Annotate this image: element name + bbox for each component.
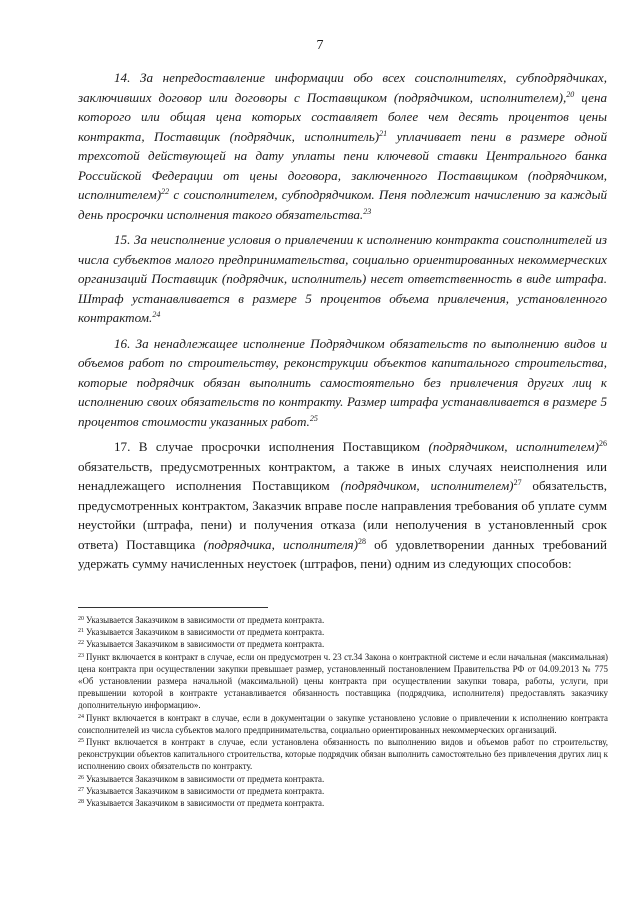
footnote-22	[78, 638, 608, 650]
footnote-text: Указывается Заказчиком в зависимости от предмета контракта.	[86, 627, 325, 638]
paragraph-text: уплачивает пени в размере одной трехсотой действующей на дату уплаты пени ключевой ставки Центрального банка Российской Федерации от цены договора, заключенного Поставщиком (подрядчиком, исполнителем)	[78, 128, 607, 202]
footnote-ref-25[interactable]: 25	[309, 413, 318, 423]
footnote-number: 21	[78, 628, 84, 635]
footnote-23	[78, 651, 608, 712]
footnote-text: Пункт включается в контракт в случае, если установлена обязанность по выполнению видов и объемов работ по строительству, реконструкции объектов капитального строительства, которые подрядчик обязан выполнить самостоятельно без привлечения других лиц к исполнению своих обязательств по контракту.	[78, 737, 608, 772]
footnote-ref-21[interactable]: 21	[379, 128, 388, 138]
paragraph-text: 14. За непредоставление информации обо всех соисполнителях, субподрядчиках, заключивших договор или договоры с Поставщиком (подрядчиком, исполнителем),	[78, 70, 607, 105]
footnote-ref-27[interactable]: 27	[513, 478, 522, 487]
footnote-text: Указывается Заказчиком в зависимости от предмета контракта.	[86, 615, 325, 625]
footnote-number: 27	[78, 786, 84, 793]
footnote-text: Указывается Заказчиком в зависимости от предмета контракта.	[86, 773, 325, 784]
footnote-26	[78, 773, 608, 785]
footnote-separator	[78, 607, 268, 608]
paragraph-text: 16. За ненадлежащее исполнение Подрядчиком обязательств по выполнению видов и объемов работ по строительству, реконструкции объектов капитального строительства, которые подрядчик обязан выполнить самостоятельно без привлечения других лиц к исполнению своих обязательств по контракту. Размер штрафа устанавливается в размере 5 процентов стоимости указанных работ.	[78, 335, 607, 429]
footnote-text: Указывается Заказчиком в зависимости от предмета контракта.	[86, 798, 325, 809]
footnote-number: 25	[78, 738, 84, 745]
footnote-text: Пункт включается в контракт в случае, если в документации о закупке установлено условие о привлечении к исполнению контракта соисполнителей из числа субъектов малого предпринимательства, социально ориентированных некоммерческих организаций.	[78, 712, 608, 735]
paragraph-14	[78, 68, 607, 224]
paragraph-italic-text: (подрядчика, исполнителя)	[203, 536, 359, 552]
paragraph-text: об удовлетворении данных требований удержать сумму начисленных неустоек (штрафов, пени) одним из следующих способов:	[78, 536, 607, 571]
footnote-21	[78, 626, 608, 638]
footnote-number: 23	[78, 652, 84, 659]
footnote-number: 26	[78, 774, 84, 781]
footnote-24	[78, 712, 608, 736]
footnote-ref-20[interactable]: 20	[566, 89, 575, 99]
footnote-20	[78, 614, 608, 626]
paragraph-text: обязательств, предусмотренных контрактом, а также в иных случаях неисполнения или ненадлежащего исполнения Поставщиком	[78, 458, 607, 493]
footnote-text: Указывается Заказчиком в зависимости от предмета контракта.	[86, 785, 325, 796]
footnote-number: 24	[78, 713, 84, 720]
paragraph-text: цена которого или общая цена которых составляет более чем десять процентов цены контракта, Поставщик (подрядчик, исполнитель)	[78, 89, 607, 144]
footnote-number: 28	[78, 799, 84, 806]
footnote-28	[78, 797, 608, 809]
footnote-ref-22[interactable]: 22	[161, 187, 170, 196]
footnote-text: Указывается Заказчиком в зависимости от предмета контракта.	[86, 639, 325, 650]
footnote-number: 22	[78, 640, 84, 647]
paragraph-17	[78, 437, 607, 574]
footnote-25	[78, 736, 608, 773]
paragraph-italic-text: (подрядчиком, исполнителем)	[340, 478, 514, 493]
paragraph-text: 17. В случае просрочки исполнения Поставщиком	[114, 439, 429, 454]
footnote-number: 20	[78, 616, 84, 622]
footnotes	[78, 614, 608, 809]
paragraph-text: с соисполнителем, субподрядчиком. Пеня подлежит начислению за каждый день просрочки исполнения такого обязательства.	[78, 187, 607, 222]
paragraph-text: обязательств, предусмотренных контрактом, Заказчик вправе после направления требования об уплате сумм неустойки (штрафа, пени) и получения отказа (или неполучения в установленный срок ответа) Поставщика	[78, 478, 607, 552]
footnote-ref-28[interactable]: 28	[358, 536, 367, 546]
footnote-ref-23[interactable]: 23	[363, 206, 372, 216]
paragraph-16	[78, 334, 607, 432]
document-body	[78, 68, 607, 580]
paragraph-italic-text: (подрядчиком, исполнителем)	[428, 439, 599, 454]
page-number: 7	[316, 38, 324, 53]
footnote-ref-26[interactable]: 26	[598, 439, 607, 448]
paragraph-text: 15. За неисполнение условия о привлечении к исполнению контракта соисполнителей из числа субъектов малого предпринимательства, социально ориентированных некоммерческих организаций Поставщик (подрядчик, исполнитель) несет ответственность в виде штрафа. Штраф устанавливается в размере 5 процентов объема привлечения, установленного контрактом.	[78, 232, 607, 325]
footnote-27	[78, 785, 608, 797]
footnote-ref-24[interactable]: 24	[152, 310, 161, 319]
footnote-text: Пункт включается в контракт в случае, если он предусмотрен ч. 23 ст.34 Закона о контрактной системе и если начальная (максимальная) цена контракта при осуществлении закупки превышает размер, установленный постановлением Правительства РФ от 04.09.2013 № 775 «Об установлении размера начальной (максимальной) цены контракта при осуществлении закупки товара, работы, услуги, при превышении которой в контракте устанавливается обязанность поставщика (подрядчика, исполнителя) предоставлять заказчику дополнительную информацию».	[78, 651, 608, 711]
paragraph-15	[78, 230, 607, 328]
